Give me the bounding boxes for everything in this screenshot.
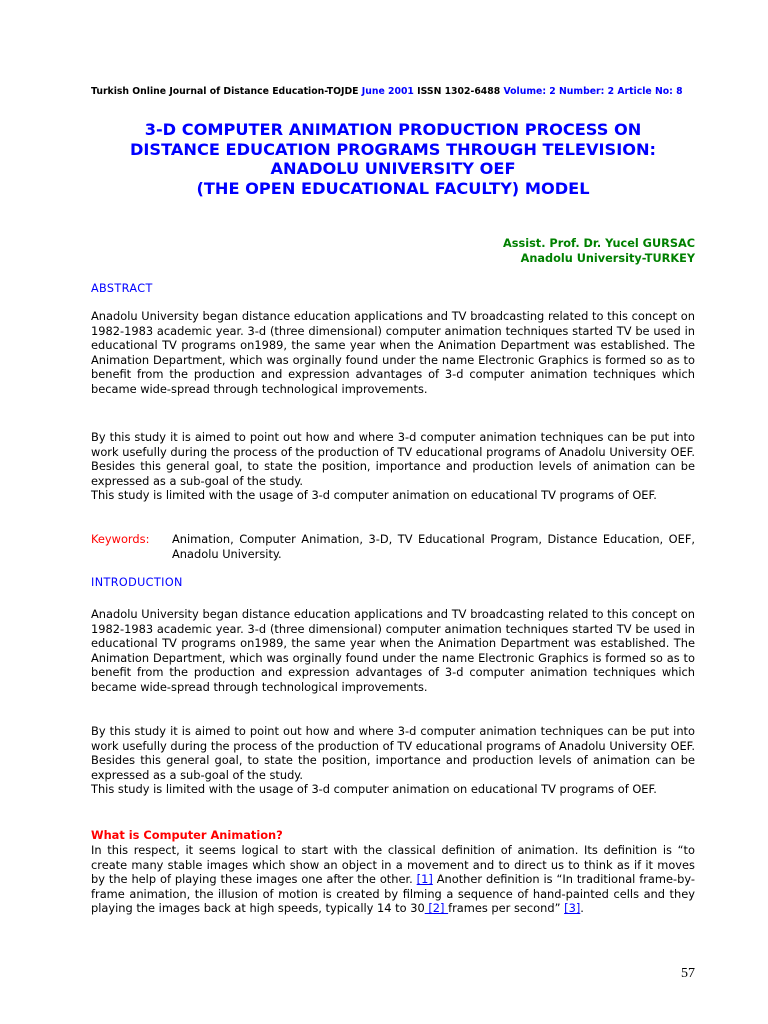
author-name: Assist. Prof. Dr. Yucel GURSAC: [503, 237, 695, 250]
introduction-paragraph-2: [91, 724, 695, 797]
citation-link-3[interactable]: [3]: [564, 901, 581, 916]
author-affiliation: Anadolu University-TURKEY: [520, 251, 695, 265]
abstract-paragraph-1: Anadolu University began distance education applications and TV broadcasting related to this concept on 1982-1983 academic year. 3-d (three dimensional) computer animation techniques started TV be used in educational TV programs on1989, the same year when the Animation Department was established. The Animation Department, which was orginally found under the name Electronic Graphics is formed so as to benefit from the production and expression advantages of 3-d computer animation techniques which became wide-spread through technological improvements.: [91, 309, 695, 396]
introduction-paragraph-2-text: By this study it is aimed to point out how and where 3-d computer animation techniques can be put into work usefully during the process of the production of TV educational programs of Anadolu University OEF. Besides this general goal, to state the position, importance and production levels of animation can be expressed as a sub-goal of the study.: [91, 724, 695, 782]
title-line: ANADOLU UNIVERSITY OEF: [270, 159, 516, 178]
title-line: (THE OPEN EDUCATIONAL FACULTY) MODEL: [196, 178, 590, 198]
abstract-paragraph-3-text: This study is limited with the usage of 3-d computer animation on educational TV programs of OEF.: [91, 488, 657, 503]
keywords-text: Animation, Computer Animation, 3-D, TV Educational Program, Distance Education, OEF, Anadolu University.: [172, 532, 695, 561]
journal-name: Turkish Online Journal of Distance Education-TOJDE: [91, 86, 359, 97]
paper-title: [91, 120, 695, 198]
title-line: DISTANCE EDUCATION PROGRAMS THROUGH TELEVISION:: [129, 139, 657, 159]
issue-number: Number: 2: [559, 86, 615, 97]
volume: Volume: 2: [503, 86, 556, 97]
page-number: 57: [681, 966, 695, 981]
issue-date: June 2001: [361, 86, 414, 97]
section-paragraph: [91, 843, 695, 916]
introduction-heading: INTRODUCTION: [91, 576, 183, 589]
abstract-heading: ABSTRACT: [91, 282, 153, 295]
citation-link-2[interactable]: [2]: [424, 901, 449, 916]
citation-link-1[interactable]: [1]: [416, 872, 433, 887]
introduction-paragraph-3-text: This study is limited with the usage of 3-d computer animation on educational TV programs of OEF.: [91, 782, 657, 797]
section-text-a: In this respect, it seems logical to start with the classical definition of animation. Its definition is “to create many stable images which show an object in a movement and to direct us to think as if it moves by the help of playing these images one after the other.: [91, 843, 695, 887]
introduction-paragraph-1: Anadolu University began distance education applications and TV broadcasting related to this concept on 1982-1983 academic year. 3-d (three dimensional) computer animation techniques started TV be used in educational TV programs on1989, the same year when the Animation Department was established. The Animation Department, which was orginally found under the name Electronic Graphics is formed so as to benefit from the production and expression advantages of 3-d computer animation techniques which became wide-spread through technological improvements.: [91, 607, 695, 694]
journal-header: [91, 86, 701, 97]
section-text-c: frames per second”: [448, 901, 561, 916]
section-heading: What is Computer Animation?: [91, 828, 283, 842]
article-number: Article No: 8: [617, 86, 683, 97]
abstract-paragraph-2-text: By this study it is aimed to point out how and where 3-d computer animation techniques can be put into work usefully during the process of the production of TV educational programs of Anadolu University OEF. Besides this general goal, to state the position, importance and production levels of animation can be expressed as a sub-goal of the study.: [91, 430, 695, 488]
abstract-paragraph-2: [91, 430, 695, 503]
title-line: 3-D COMPUTER ANIMATION PRODUCTION PROCESS ON: [144, 120, 642, 139]
author-block: [503, 237, 695, 266]
keywords-label: Keywords:: [91, 532, 150, 546]
section-text-b: Another definition is “In traditional frame-by-frame animation, the illusion of motion is created by filming a sequence of hand-painted cells and they playing the images back at high speeds, typically 14 to 30: [91, 872, 696, 916]
section-text-d: .: [580, 901, 584, 916]
issn: ISSN 1302-6488: [417, 86, 501, 97]
